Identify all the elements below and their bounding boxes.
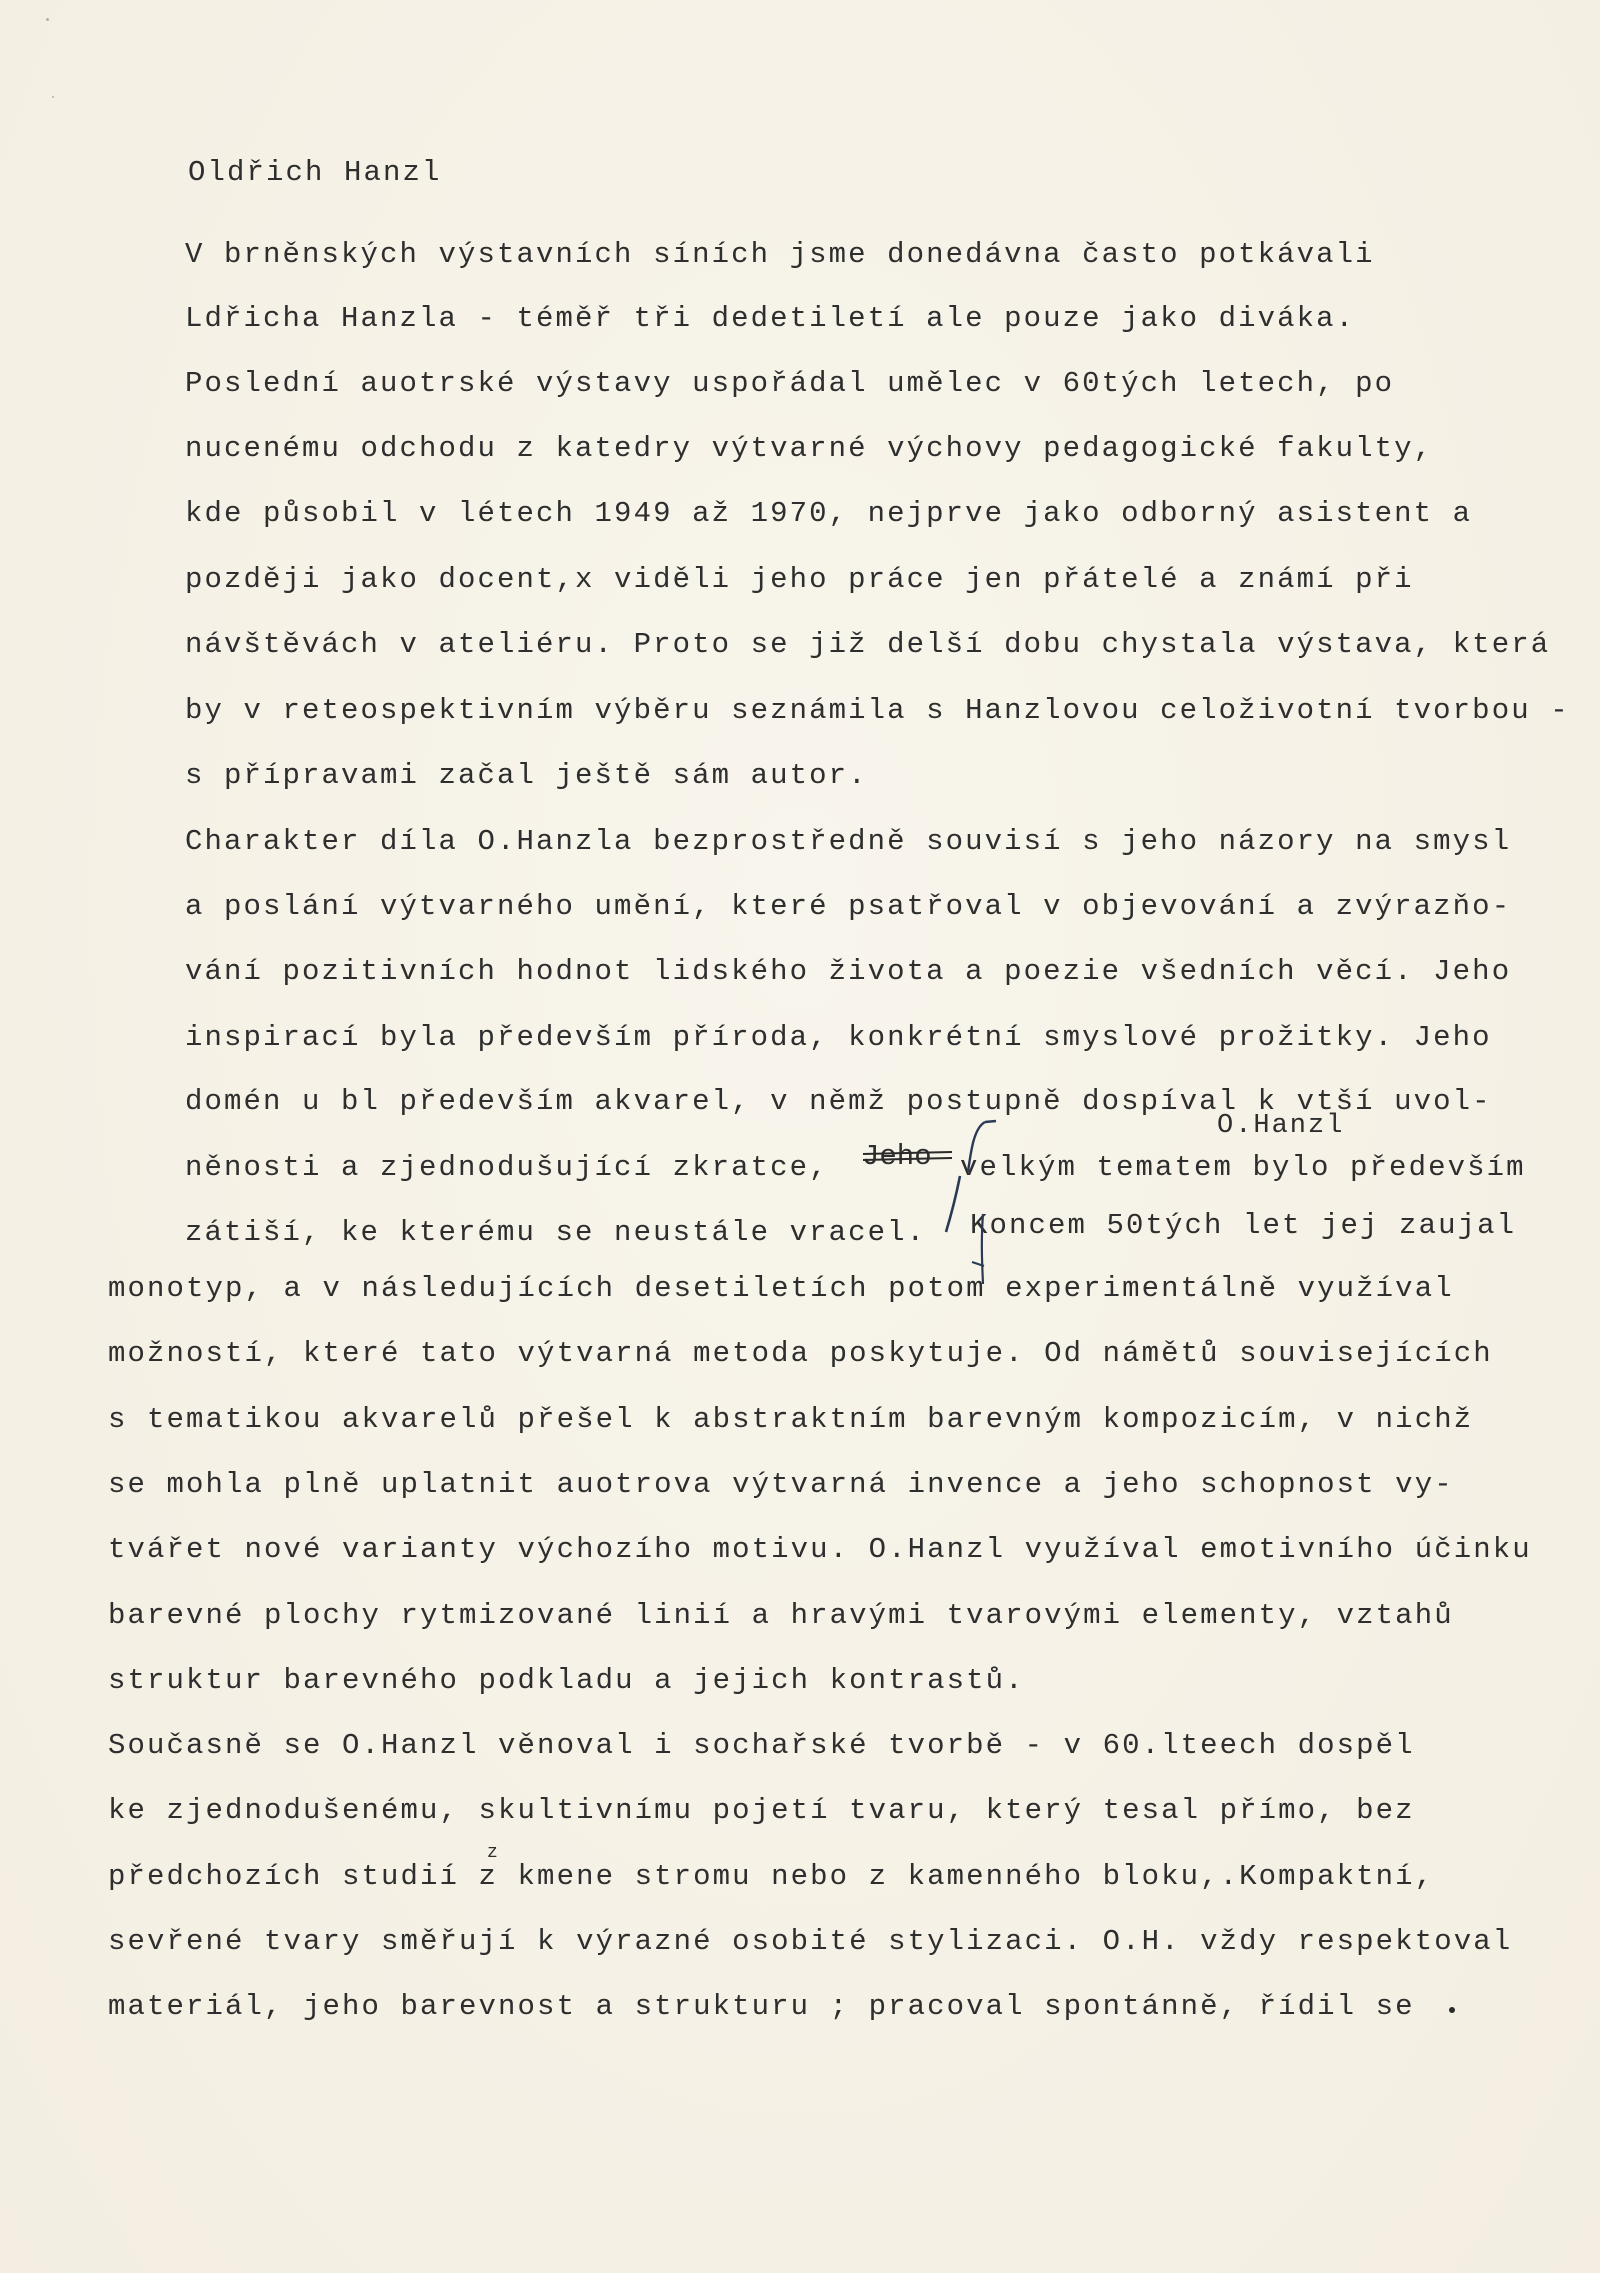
- text-line-16b: Koncem 50tých let jej zaujal: [970, 1209, 1517, 1242]
- text-line-12: vání pozitivních hodnot lidského života a poezie všedních věcí. Jeho: [185, 955, 1512, 988]
- text-line-14: domén u bl především akvarel, v němž postupně dospíval k vtší uvol-: [185, 1085, 1492, 1118]
- handwritten-insert: O.Hanzl: [1217, 1111, 1345, 1141]
- text-line-20: se mohla plně uplatnit auotrova výtvarná invence a jeho schopnost vy-: [108, 1468, 1454, 1501]
- text-line-25: ke zjednodušenému, skultivnímu pojetí tvaru, který tesal přímo, bez: [108, 1794, 1415, 1827]
- text-line-10: Charakter díla O.Hanzla bezprostředně souvisí s jeho názory na smysl: [185, 825, 1512, 858]
- text-line-11: a poslání výtvarného umění, které psatřoval v objevování a zvýrazňo-: [185, 890, 1512, 923]
- document-title: Oldřich Hanzl: [188, 156, 442, 189]
- text-line-16a: zátiší, ke kterému se neustále vracel.: [185, 1216, 927, 1249]
- text-line-7: návštěvách v ateliéru. Proto se již delší dobu chystala výstava, která: [185, 628, 1551, 661]
- text-line-1: V brněnských výstavních síních jsme donedávna často potkávali: [185, 238, 1375, 271]
- text-line-4: nucenému odchodu z katedry výtvarné výchovy pedagogické fakulty,: [185, 432, 1434, 465]
- text-line-28: materiál, jeho barevnost a strukturu ; pracoval spontánně, řídil se: [108, 1990, 1415, 2023]
- overtype-mark: z: [487, 1843, 500, 1863]
- text-line-24: Současně se O.Hanzl věnoval i sochařské tvorbě - v 60.lteech dospěl: [108, 1729, 1415, 1762]
- text-line-17: monotyp, a v následujících desetiletích potom experimentálně využíval: [108, 1272, 1454, 1305]
- text-line-22: barevné plochy rytmizované linií a hravými tvarovými elementy, vztahů: [108, 1599, 1454, 1632]
- paper-speck: [52, 96, 54, 98]
- text-line-15a: něnosti a zjednodušující zkratce,: [185, 1151, 829, 1184]
- text-line-3: Poslední auotrské výstavy uspořádal umělec v 60tých letech, po: [185, 367, 1395, 400]
- text-line-18: možností, které tato výtvarná metoda poskytuje. Od námětů souvisejících: [108, 1337, 1493, 1370]
- text-line-5: kde působil v létech 1949 až 1970, nejprve jako odborný asistent a: [185, 497, 1473, 530]
- text-line-6: později jako docent,x viděli jeho práce jen přátelé a známí při: [185, 563, 1414, 596]
- text-line-2: Ldřicha Hanzla - téměř tři dedetiletí ale pouze jako diváka.: [185, 302, 1356, 335]
- text-line-15b: velkým tematem bylo především: [960, 1151, 1526, 1184]
- text-line-26: předchozích studií z kmene stromu nebo z kamenného bloku,.Kompaktní,: [108, 1860, 1435, 1893]
- text-line-13: inspirací byla především příroda, konkrétní smyslové prožitky. Jeho: [185, 1021, 1492, 1054]
- text-line-19: s tematikou akvarelů přešel k abstraktním barevným kompozicím, v nichž: [108, 1403, 1474, 1436]
- text-line-23: struktur barevného podkladu a jejich kontrastů.: [108, 1664, 1025, 1697]
- text-line-27: sevřené tvary směřují k výrazné osobité stylizaci. O.H. vždy respektoval: [108, 1925, 1513, 1958]
- text-line-8: by v reteospektivním výběru seznámila s Hanzlovou celoživotní tvorbou -: [185, 694, 1570, 727]
- text-line-9: s přípravami začal ještě sám autor.: [185, 759, 868, 792]
- paper-speck: [46, 18, 49, 21]
- struck-word: Jeho: [862, 1140, 932, 1173]
- text-line-21: tvářet nové varianty výchozího motivu. O.Hanzl využíval emotivního účinku: [108, 1533, 1532, 1566]
